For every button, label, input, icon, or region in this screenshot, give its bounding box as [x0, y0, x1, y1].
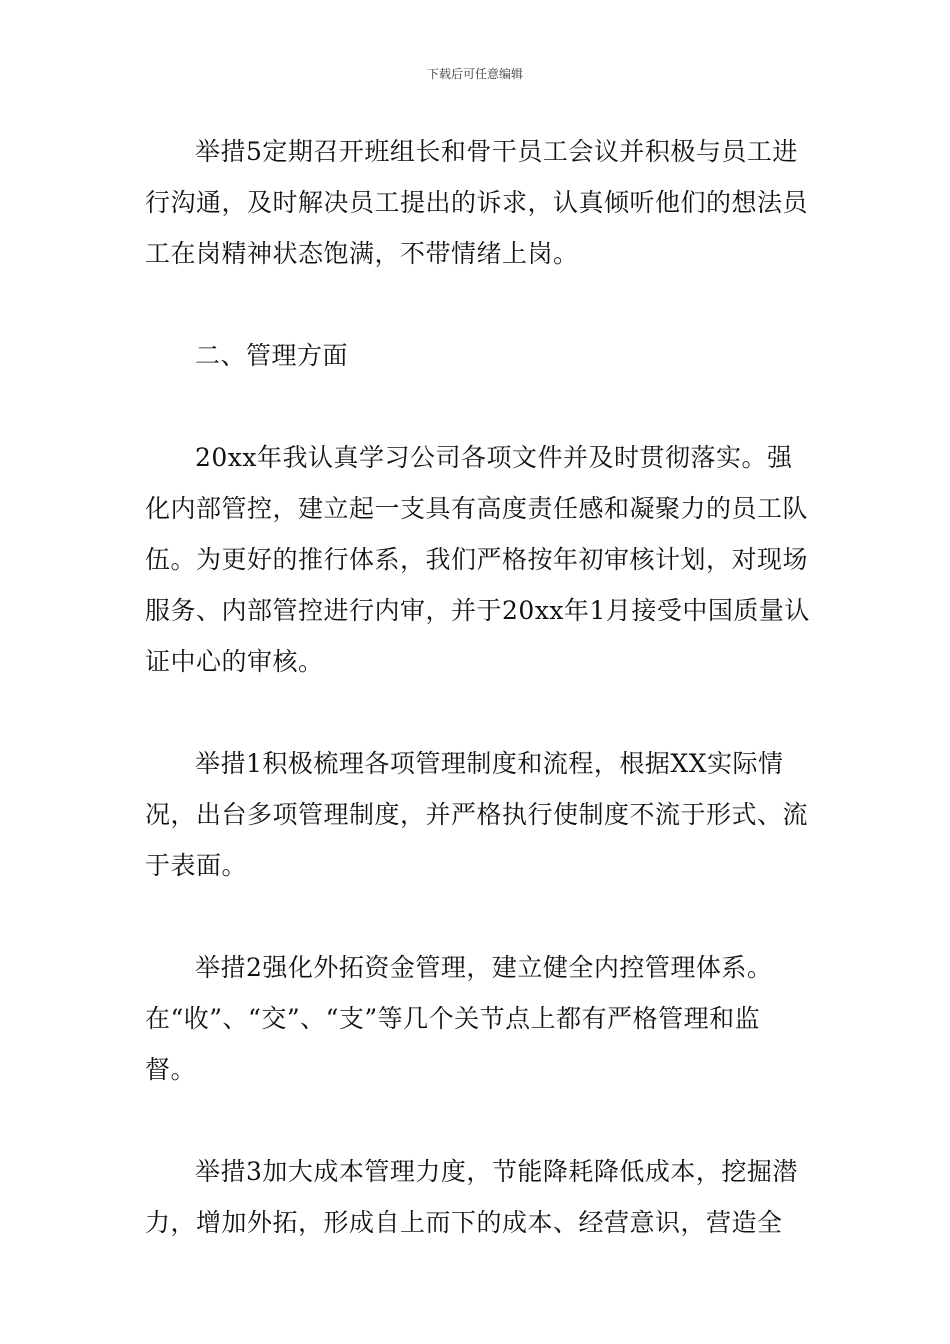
paragraph-gap: [145, 1095, 810, 1146]
section-heading-management: 二、管理方面: [195, 341, 349, 370]
paragraph-gap: [145, 279, 810, 330]
header-note: 下载后可任意编辑: [426, 67, 523, 81]
paragraph-gap: [145, 891, 810, 942]
paragraph-gap: [145, 687, 810, 738]
paragraph-measure-1: 举措1积极梳理各项管理制度和流程，根据XX实际情况，出台多项管理制度，并严格执行使制度不流于形式、流于表面。: [145, 749, 809, 880]
paragraph-measure-3: 举措3加大成本管理力度，节能降耗降低成本，挖掘潜力，增加外拓，形成自上而下的成本、经营意识，营造全: [145, 1157, 798, 1237]
paragraph-measure-2: 举措2强化外拓资金管理，建立健全内控管理体系。在“收”、“交”、“支”等几个关节点上都有严格管理和监督。: [145, 953, 773, 1084]
document-body: [145, 126, 810, 1248]
paragraph-management-summary: 20xx年我认真学习公司各项文件并及时贯彻落实。强化内部管控，建立起一支具有高度责任感和凝聚力的员工队伍。为更好的推行体系，我们严格按年初审核计划，对现场服务、内部管控进行内审，并于20xx年1月接受中国质量认证中心的审核。: [145, 443, 810, 676]
paragraph-measure-5: 举措5定期召开班组长和骨干员工会议并积极与员工进行沟通，及时解决员工提出的诉求，认真倾听他们的想法员工在岗精神状态饱满，不带情绪上岗。: [145, 137, 809, 268]
paragraph-gap: [145, 381, 810, 432]
